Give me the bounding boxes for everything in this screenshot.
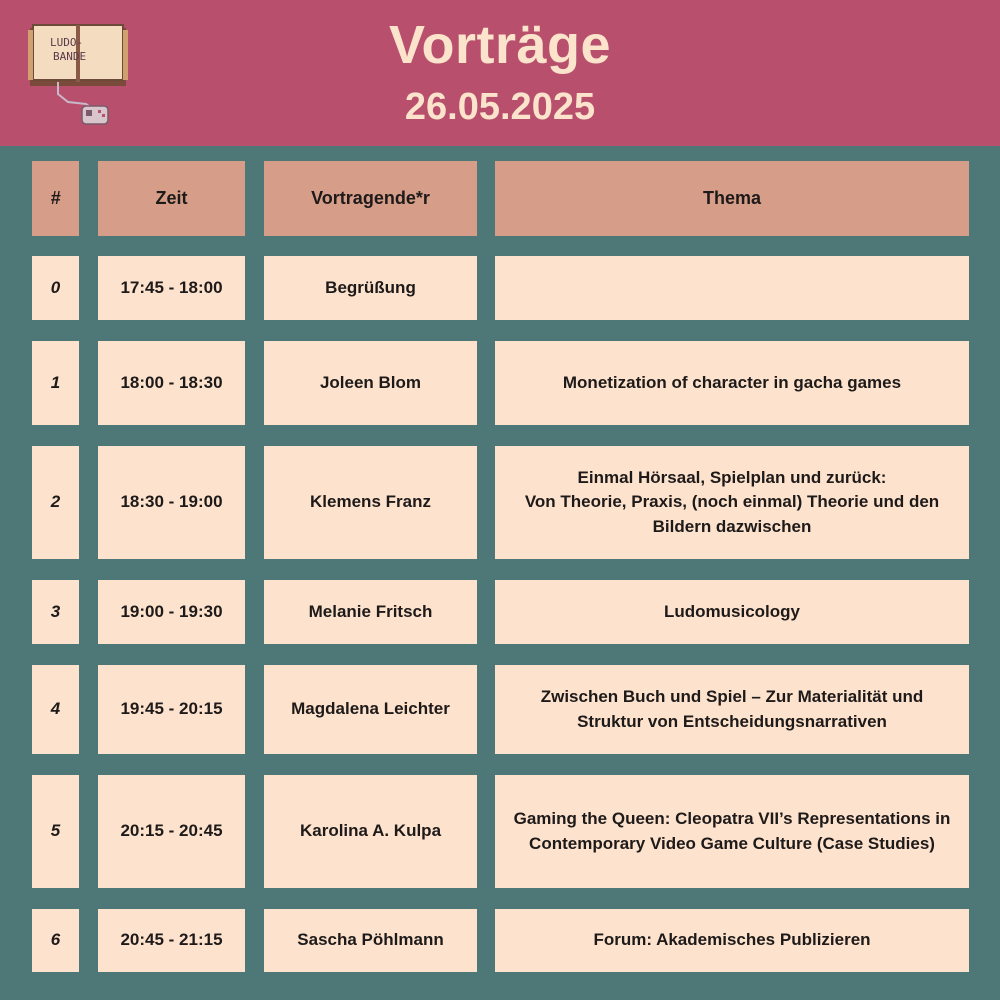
cell-time: 19:00 - 19:30: [98, 580, 245, 644]
page-title: Vorträge: [388, 15, 612, 75]
cell-num: 5: [32, 775, 79, 888]
cell-num: 1: [32, 341, 79, 425]
cell-num: 0: [32, 256, 79, 320]
header-cell-topic: Thema: [495, 161, 969, 236]
cell-speaker: Karolina A. Kulpa: [264, 775, 477, 888]
cell-num: 2: [32, 446, 79, 559]
cell-num: 3: [32, 580, 79, 644]
cell-time: 17:45 - 18:00: [98, 256, 245, 320]
cell-topic: Gaming the Queen: Cleopatra VII’s Representations in Contemporary Video Game Culture (Case Studies): [495, 775, 969, 888]
logo-text-line1: LUDO-: [50, 36, 84, 49]
cell-topic: Monetization of character in gacha games: [495, 341, 969, 425]
event-date: 26.05.2025: [404, 86, 596, 128]
cell-time: 19:45 - 20:15: [98, 665, 245, 754]
cell-time: 18:00 - 18:30: [98, 341, 245, 425]
cell-time: 20:15 - 20:45: [98, 775, 245, 888]
header-cell-time: Zeit: [98, 161, 245, 236]
cell-time: 18:30 - 19:00: [98, 446, 245, 559]
header-cell-speaker: Vortragende*r: [264, 161, 477, 236]
cell-speaker: Sascha Pöhlmann: [264, 909, 477, 972]
cell-topic: Ludomusicology: [495, 580, 969, 644]
cell-speaker: Magdalena Leichter: [264, 665, 477, 754]
cell-topic: Einmal Hörsaal, Spielplan und zurück: Von Theorie, Praxis, (noch einmal) Theorie und den Bildern dazwischen: [495, 446, 969, 559]
cell-speaker: Joleen Blom: [264, 341, 477, 425]
cell-speaker: Melanie Fritsch: [264, 580, 477, 644]
header-bar: [0, 0, 1000, 146]
cell-num: 4: [32, 665, 79, 754]
header-cell-number: #: [32, 161, 79, 236]
cell-num: 6: [32, 909, 79, 972]
cell-topic: Zwischen Buch und Spiel – Zur Materialität und Struktur von Entscheidungsnarrativen: [495, 665, 969, 754]
cell-topic: [495, 256, 969, 320]
logo-text-line2: BANDE: [53, 50, 87, 63]
cell-time: 20:45 - 21:15: [98, 909, 245, 972]
cell-speaker: Klemens Franz: [264, 446, 477, 559]
cell-topic: Forum: Akademisches Publizieren: [495, 909, 969, 972]
cell-speaker: Begrüßung: [264, 256, 477, 320]
